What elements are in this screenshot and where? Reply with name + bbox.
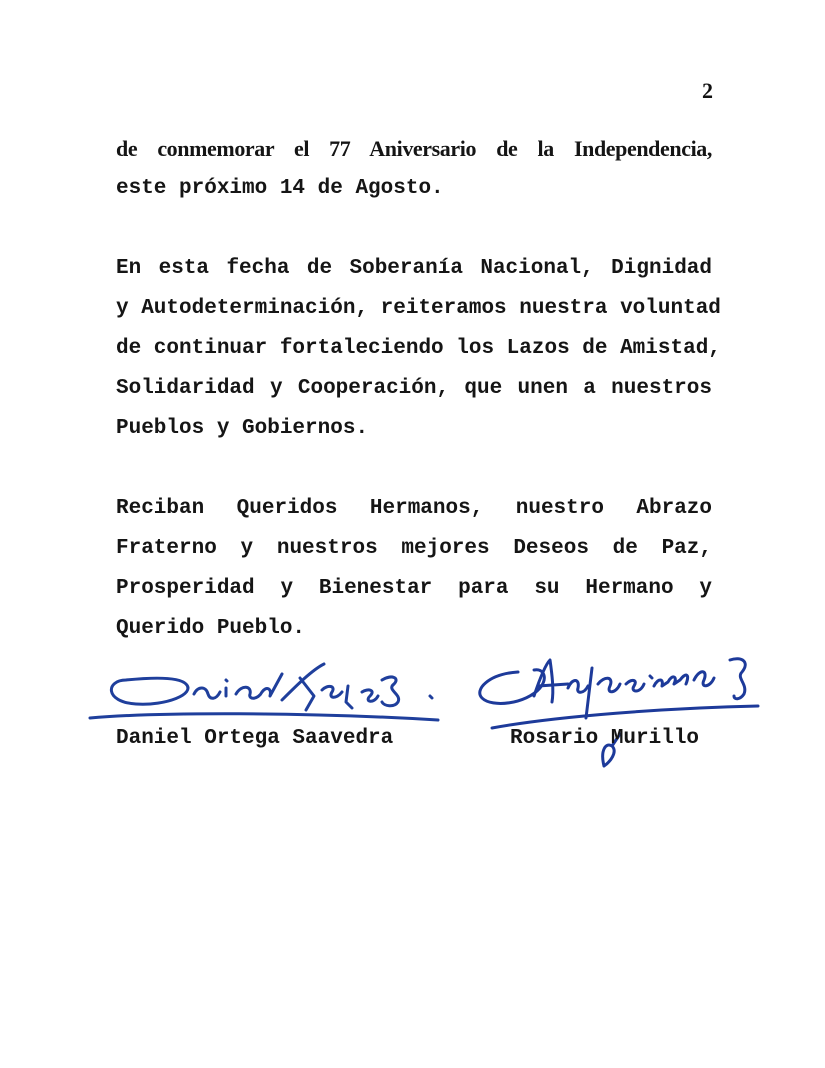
signature-name: Rosario Murillo — [510, 727, 700, 750]
page-number: 2 — [702, 78, 713, 103]
signature-name: Daniel Ortega Saavedra — [116, 727, 394, 750]
signature-daniel-ortega — [86, 650, 446, 730]
paragraph-line: Reciban Queridos Hermanos, nuestro Abrazo — [116, 497, 712, 520]
paragraph-line: En esta fecha de Soberanía Nacional, Dignidad — [116, 257, 712, 280]
paragraph-line: Fraterno y nuestros mejores Deseos de Paz, — [116, 537, 712, 560]
paragraph-line: de conmemorar el 77 Aniversario de la Independencia, — [116, 136, 712, 161]
paragraph-line: Solidaridad y Cooperación, que unen a nuestros — [116, 377, 712, 400]
paragraph-line: Querido Pueblo. — [116, 617, 306, 640]
paragraph-line: Prosperidad y Bienestar para su Hermano y — [116, 577, 712, 600]
paragraph-line: y Autodeterminación, reiteramos nuestra voluntad — [116, 297, 721, 320]
paragraph-line: este próximo 14 de Agosto. — [116, 177, 444, 200]
paragraph-line: Pueblos y Gobiernos. — [116, 417, 369, 440]
paragraph-line: de continuar fortaleciendo los Lazos de Amistad, — [116, 337, 721, 360]
